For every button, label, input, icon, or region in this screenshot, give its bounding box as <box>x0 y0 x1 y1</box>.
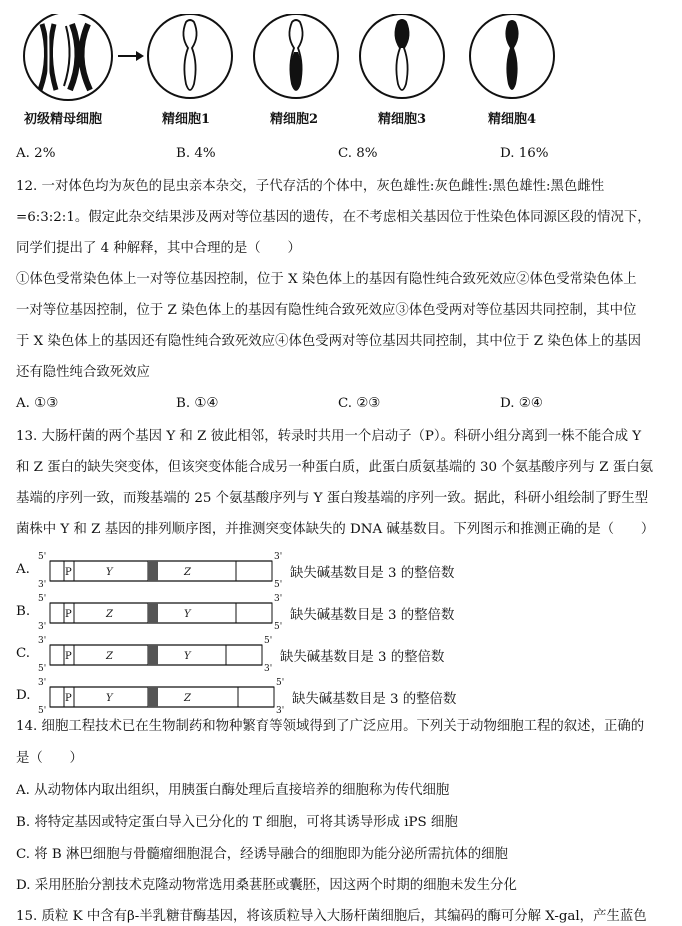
gene-label-first: Y <box>106 693 113 704</box>
q12-line-3: 同学们提出了 4 种解释，其中合理的是（ ） <box>16 241 301 256</box>
gene-label-second: Y <box>184 609 191 620</box>
q12-line-2: =6:3:2:1。假定此杂交结果涉及两对等位基因的遗传，在不考虑相关基因位于性染色体同源区段的情况下， <box>16 210 651 225</box>
strand-end-bottom-right: 5' <box>274 580 283 588</box>
gene-label-second: Z <box>184 567 191 578</box>
strand-end-top-left: 5' <box>38 594 47 604</box>
q12-line-1: 12. 一对体色均为灰色的昆虫亲本杂交，子代存活的个体中，灰色雄性:灰色雌性:黑色雄性:黑色雌性 <box>16 179 605 194</box>
q12-option-d: D. ②④ <box>500 396 543 411</box>
cell-label-primary: 初级精母细胞 <box>24 112 103 127</box>
q13-option-c-note: 缺失碱基数目是 3 的整倍数 <box>280 650 445 665</box>
spacer-region <box>148 687 158 707</box>
q12-option-a: A. ①③ <box>16 396 59 411</box>
sperm-cell-3 <box>360 14 444 98</box>
q11-option-c: C. 8% <box>338 146 378 161</box>
q13-option-d-note: 缺失碱基数目是 3 的整倍数 <box>292 692 457 707</box>
q14-option-b <box>16 814 458 832</box>
gene-label-first: Z <box>106 651 113 662</box>
gene-label-first: Y <box>106 567 113 578</box>
q11-option-a: A. 2% <box>16 146 56 161</box>
q13-line-3: 基端的序列一致，而羧基端的 25 个氨基酸序列与 Y 蛋白羧基端的序列一致。据此，科研小组绘制了野生型 <box>16 491 649 506</box>
sperm-cell-4 <box>470 14 554 98</box>
q15-line-1: 15. 质粒 K 中含有β-半乳糖苷酶基因，将该质粒导入大肠杆菌细胞后，其编码的酶可分解 X-gal，产生蓝色 <box>16 909 647 924</box>
q12-line-7: 还有隐性纯合致死效应 <box>16 365 150 380</box>
dna-box <box>50 687 274 707</box>
q12-line-4: ①体色受常染色体上一对等位基因控制，位于 X 染色体上的基因有隐性纯合致死效应②体色受常染色体上 <box>16 272 637 287</box>
strand-end-top-left: 3' <box>38 636 47 646</box>
q13-option-b-note: 缺失碱基数目是 3 的整倍数 <box>290 608 455 623</box>
promoter-label: P <box>65 651 72 662</box>
strand-end-top-left: 5' <box>38 552 47 562</box>
strand-end-bottom-right: 3' <box>276 706 285 714</box>
strand-end-bottom-left: 5' <box>38 706 47 714</box>
strand-end-top-right: 3' <box>274 552 283 562</box>
cell-label-4: 精细胞4 <box>488 112 537 127</box>
q14-option-b-text: B. 将特定基因或特定蛋白导入已分化的 T 细胞，可将其诱导形成 iPS 细胞 <box>16 815 458 830</box>
gene-label-second: Z <box>184 693 191 704</box>
sperm-cell-1 <box>148 14 232 98</box>
cell-label-3: 精细胞3 <box>378 112 427 127</box>
q14-line-1: 14. 细胞工程技术已在生物制药和物种繁育等领域得到了广泛应用。下列关于动物细胞工程的叙述，正确的 <box>16 719 645 734</box>
q13-option-a-diagram <box>36 552 286 588</box>
cell-label-2: 精细胞2 <box>270 112 319 127</box>
q12-line-6: 于 X 染色体上的基因还有隐性纯合致死效应④体色受两对等位基因共同控制，其中位于 Z 染色体上的基因 <box>16 334 642 349</box>
dna-box <box>50 561 272 581</box>
q13-option-d-letter: D. <box>16 688 31 703</box>
strand-end-bottom-right: 3' <box>264 664 273 672</box>
q13-option-a-letter: A. <box>16 562 30 577</box>
promoter-label: P <box>65 693 72 704</box>
q11-option-d: D. 16% <box>500 146 549 161</box>
strand-end-top-left: 3' <box>38 678 47 688</box>
q13-option-b <box>16 594 455 630</box>
q13-option-a <box>16 552 455 588</box>
spacer-region <box>148 645 158 665</box>
q12-line-5: 一对等位基因控制，位于 Z 染色体上的基因有隐性纯合致死效应③体色受两对等位基因共同控制，其中位 <box>16 303 637 318</box>
primary-spermatocyte-cell <box>24 14 112 100</box>
spacer-region <box>148 603 158 623</box>
q14-option-a: A. 从动物体内取出组织，用胰蛋白酶处理后直接培养的细胞称为传代细胞 <box>16 783 450 798</box>
q13-line-1: 13. 大肠杆菌的两个基因 Y 和 Z 彼此相邻，转录时共用一个启动子（P）。科研小组分离到一株不能合成 Y <box>16 429 642 444</box>
q12-option-b: B. ①④ <box>176 396 219 411</box>
q13-option-a-note: 缺失碱基数目是 3 的整倍数 <box>290 566 455 581</box>
arrow-icon <box>118 51 144 61</box>
q13-option-b-diagram <box>36 594 286 630</box>
q14-option-c: C. 将 B 淋巴细胞与骨髓瘤细胞混合，经诱导融合的细胞即为能分泌所需抗体的细胞 <box>16 847 508 862</box>
strand-end-top-right: 5' <box>276 678 285 688</box>
q13-option-c-letter: C. <box>16 646 31 661</box>
q12-option-c: C. ②③ <box>338 396 381 411</box>
q13-line-4: 菌株中 Y 和 Z 基因的排列顺序图，并推测突变体缺失的 DNA 碱基数目。下列图示和推测正确的是（ ） <box>16 522 655 537</box>
spacer-region <box>148 561 158 581</box>
q13-option-b-letter: B. <box>16 604 31 619</box>
cell-label-1: 精细胞1 <box>162 112 211 127</box>
strand-end-bottom-left: 5' <box>38 664 47 672</box>
strand-end-bottom-left: 3' <box>38 622 47 630</box>
q13-option-d-diagram <box>36 678 288 714</box>
q13-option-d <box>16 678 457 714</box>
strand-end-top-right: 3' <box>274 594 283 604</box>
strand-end-bottom-right: 5' <box>274 622 283 630</box>
gene-label-first: Z <box>106 609 113 620</box>
q13-option-c-diagram <box>36 636 276 672</box>
meiosis-figure <box>0 14 682 134</box>
promoter-label: P <box>65 567 72 578</box>
q13-option-c <box>16 636 445 672</box>
q11-option-b: B. 4% <box>176 146 216 161</box>
strand-end-bottom-left: 3' <box>38 580 47 588</box>
gene-label-second: Y <box>184 651 191 662</box>
q14-option-d: D. 采用胚胎分割技术克隆动物常选用桑葚胚或囊胚，因这两个时期的细胞未发生分化 <box>16 878 517 893</box>
promoter-label: P <box>65 609 72 620</box>
q13-line-2: 和 Z 蛋白的缺失突变体，但该突变体能合成另一种蛋白质，此蛋白质氨基端的 30 个氨基酸序列与 Z 蛋白氨 <box>16 460 653 475</box>
dna-box <box>50 603 272 623</box>
sperm-cell-2 <box>254 14 338 98</box>
strand-end-top-right: 5' <box>264 636 273 646</box>
q14-line-2: 是（ ） <box>16 751 83 766</box>
